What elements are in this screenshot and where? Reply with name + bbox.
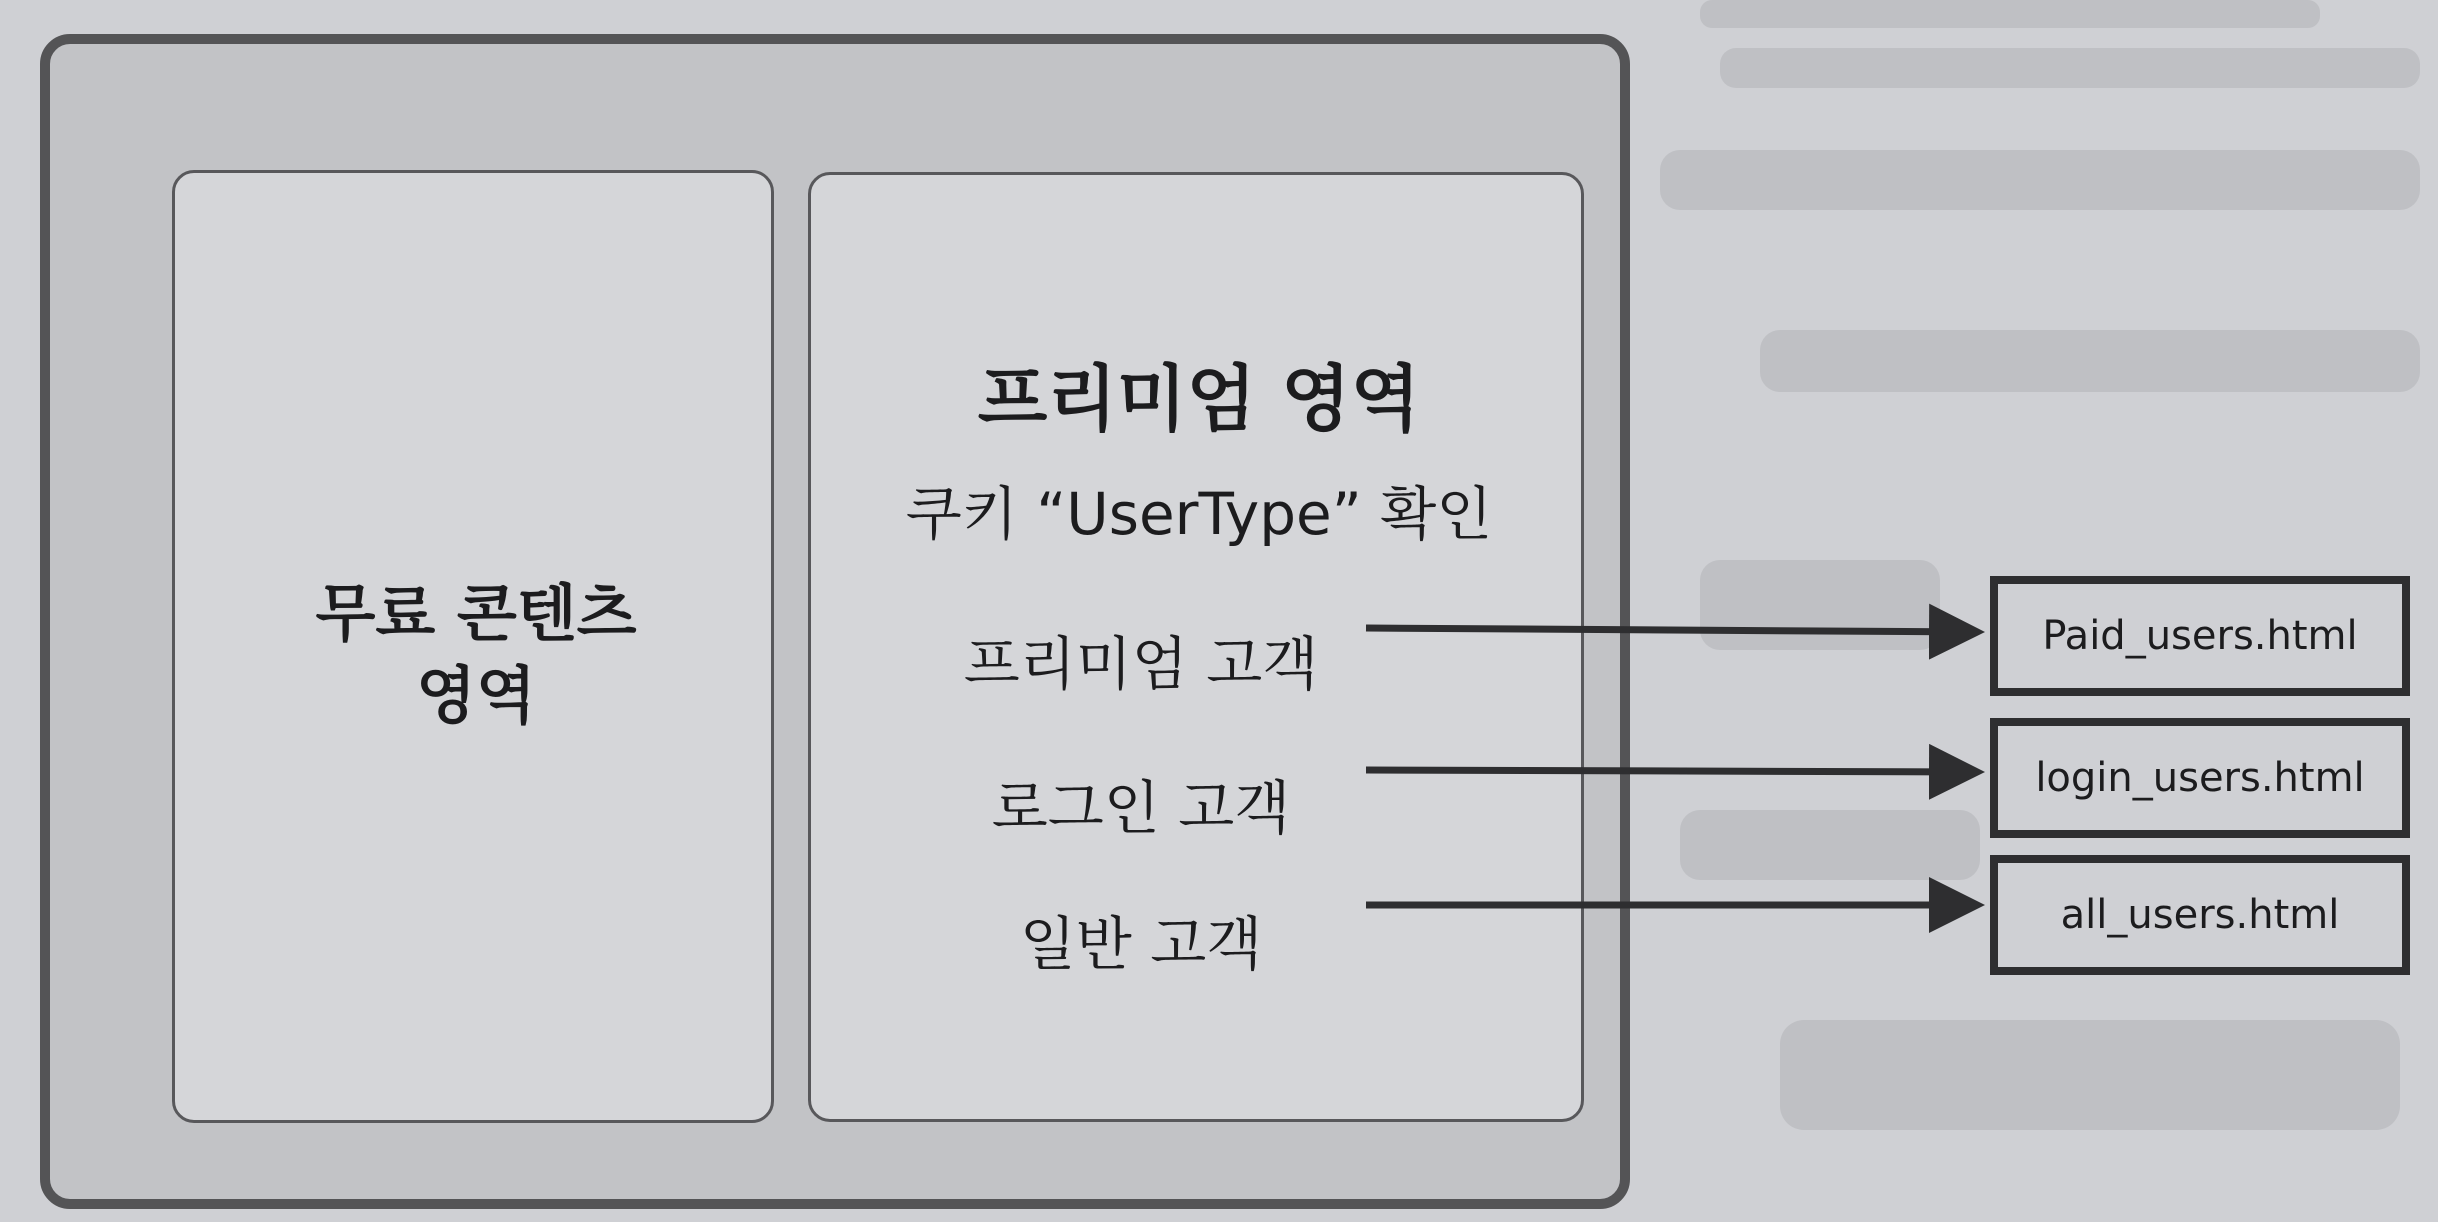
cookie-check-label: 쿠키 “UserType” 확인 — [905, 480, 1493, 548]
arrow-premium-to-paid — [1366, 628, 1978, 632]
login-users-page: login_users.html — [1990, 718, 2410, 838]
premium-customer-label: 프리미엄 고객 — [963, 630, 1319, 698]
premium-area-title: 프리미엄 영역 — [977, 357, 1421, 441]
general-customer-label: 일반 고객 — [1019, 910, 1263, 978]
all-users-page: all_users.html — [1990, 855, 2410, 975]
paid-users-page: Paid_users.html — [1990, 576, 2410, 696]
free-content-title-line1: 무료 콘텐츠 — [315, 577, 637, 650]
free-content-title-line2: 영역 — [416, 659, 536, 732]
login-customer-label: 로그인 고객 — [991, 774, 1291, 842]
arrow-login-to-login — [1366, 770, 1978, 772]
